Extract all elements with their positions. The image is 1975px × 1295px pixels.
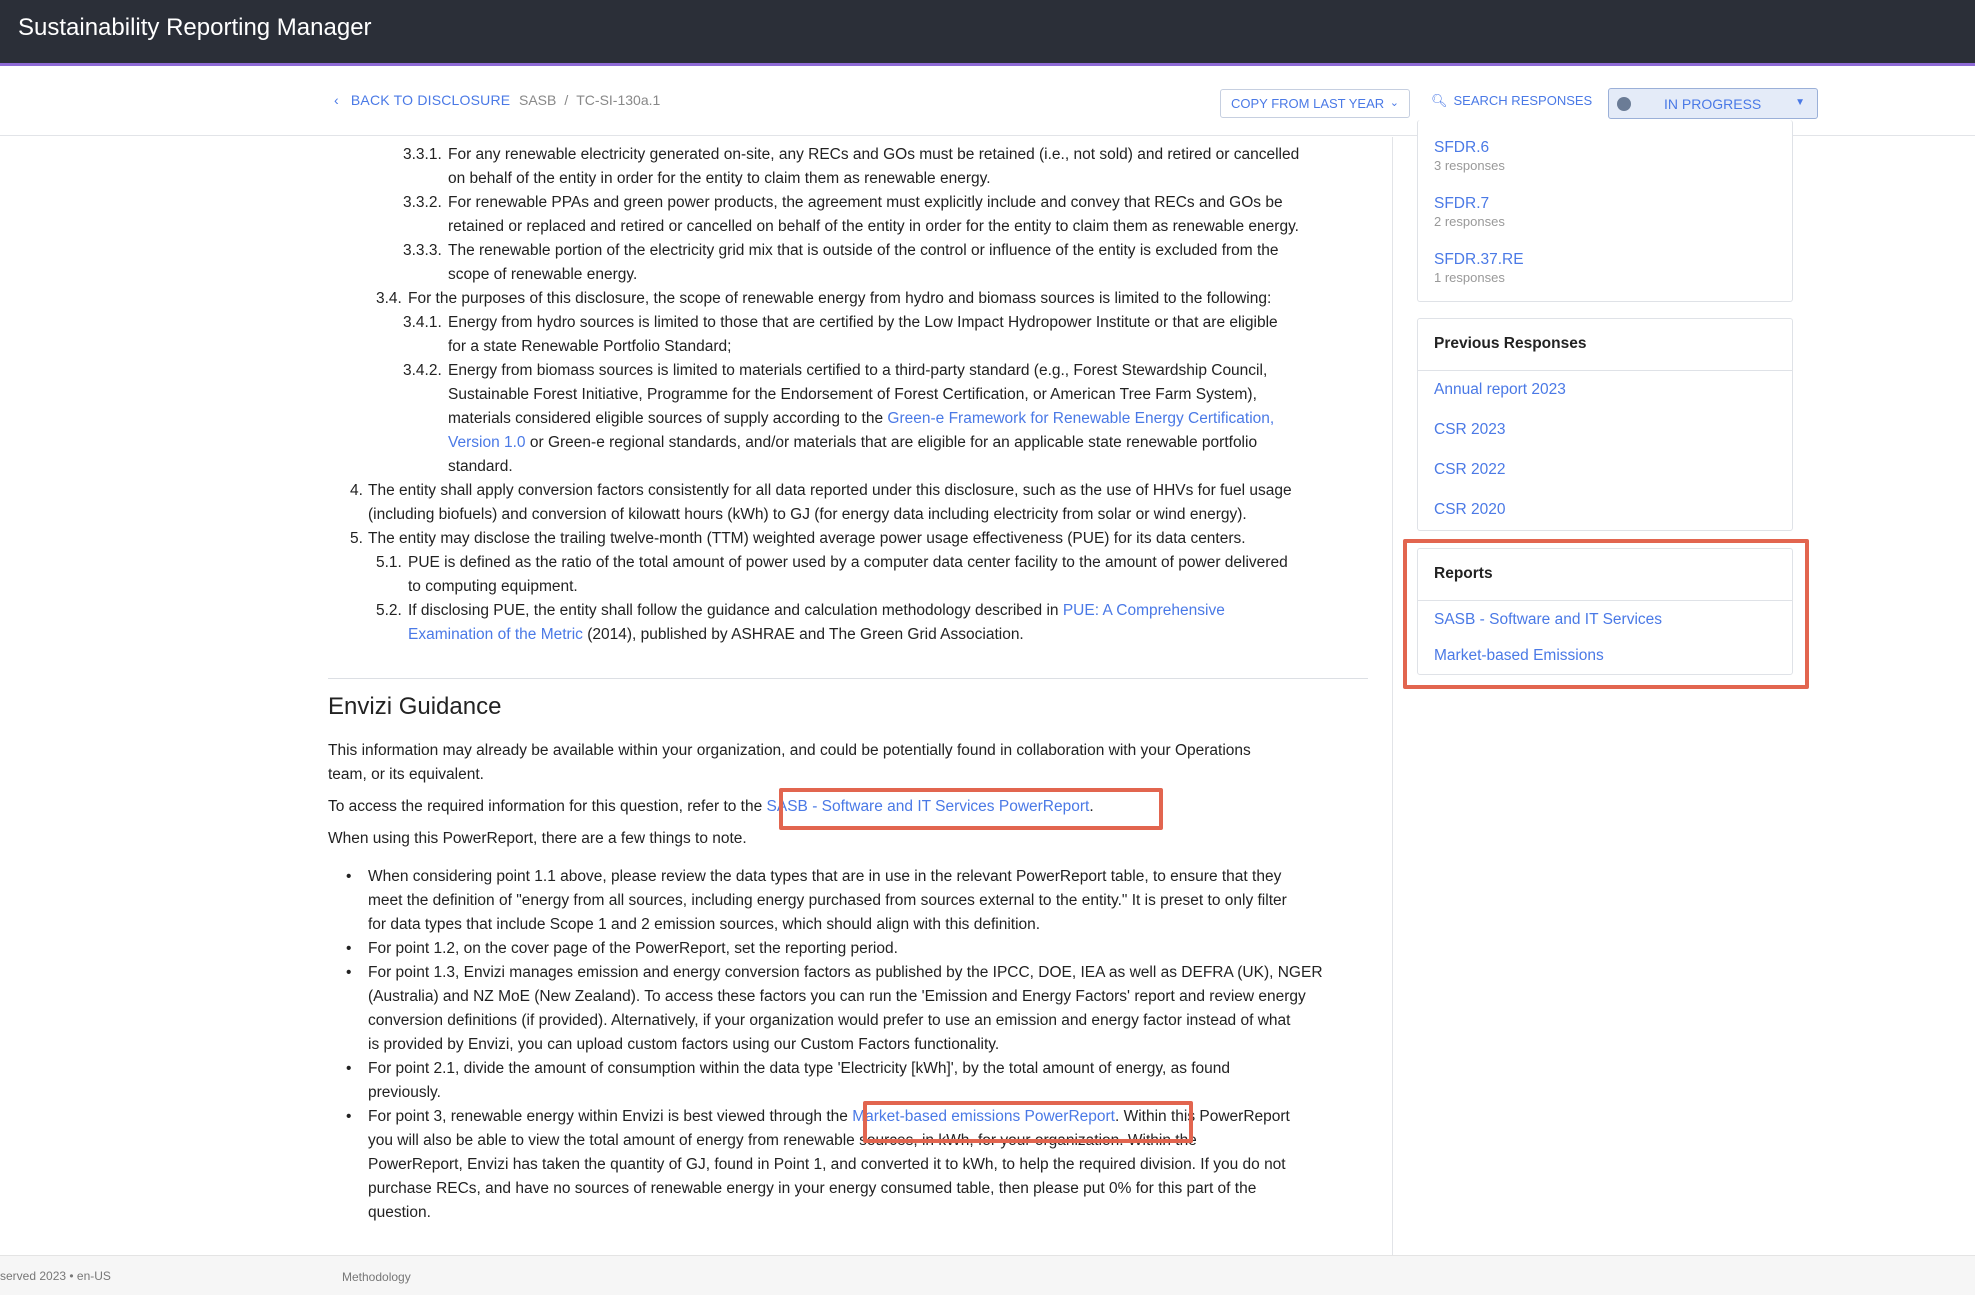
sfdr-panel <box>1417 120 1793 302</box>
section-divider <box>328 678 1368 679</box>
previous-response-link[interactable]: CSR 2020 <box>1434 501 1506 518</box>
previous-responses-title: Previous Responses <box>1418 319 1792 371</box>
previous-response-link[interactable]: CSR 2023 <box>1434 421 1506 438</box>
guidance-title: Envizi Guidance <box>328 693 502 720</box>
sasb-powerreport-link[interactable]: SASB - Software and IT Services PowerReport <box>766 798 1090 815</box>
previous-response-link[interactable]: Annual report 2023 <box>1434 381 1566 398</box>
market-based-emissions-powerreport-link[interactable]: Market-based emissions PowerReport <box>852 1108 1115 1125</box>
previous-responses-panel <box>1417 318 1793 531</box>
list-item[interactable]: SFDR.6 3 responses <box>1434 139 1505 173</box>
search-label: SEARCH RESPONSES <box>1453 93 1593 108</box>
caret-down-icon: ▼ <box>1795 97 1805 108</box>
footer-copyright: served 2023 • en-US <box>0 1269 111 1283</box>
back-to-disclosure-link[interactable] <box>334 92 510 108</box>
pue-examination-link[interactable]: PUE: A Comprehensive <box>1062 602 1225 619</box>
guidance-paragraph-note: When using this PowerReport, there are a few things to note. <box>328 830 747 847</box>
report-link[interactable]: SASB - Software and IT Services <box>1434 611 1663 628</box>
app-header <box>0 0 1975 66</box>
guidance-paragraph-access: To access the required information for this question, refer to the SASB - Software and IT Services PowerReport. <box>328 798 1094 815</box>
chevron-down-icon: ⌄ <box>1389 97 1399 109</box>
previous-response-link[interactable]: CSR 2022 <box>1434 461 1506 478</box>
report-link[interactable]: Market-based Emissions <box>1434 647 1604 664</box>
list-item[interactable]: SFDR.7 2 responses <box>1434 195 1505 229</box>
status-label: IN PROGRESS <box>1664 96 1762 112</box>
list-item[interactable]: SFDR.37.RE 1 responses <box>1434 251 1524 285</box>
green-e-framework-link-cont[interactable]: Version 1.0 <box>448 434 526 451</box>
app-title: Sustainability Reporting Manager <box>18 14 372 41</box>
copy-label: COPY FROM LAST YEAR <box>1231 96 1385 111</box>
status-dot-icon <box>1617 97 1631 111</box>
copy-from-last-year-button[interactable] <box>1220 89 1410 118</box>
reports-panel <box>1417 548 1793 675</box>
chevron-left-icon: ‹ <box>334 92 339 108</box>
back-label: BACK TO DISCLOSURE <box>350 92 511 108</box>
breadcrumb-item[interactable]: SASB <box>519 92 557 108</box>
status-select[interactable] <box>1608 88 1818 119</box>
pue-examination-link-cont[interactable]: Examination of the Metric <box>408 626 583 643</box>
methodology-link[interactable]: Methodology <box>342 1270 411 1284</box>
disclosure-content: 3.3.1. For any renewable electricity generated on-site, any RECs and GOs must be retained (i.e., not sold) and retired or cancelled on behalf of the entity in order for the entity to claim them as renewable energy. 3.3.2. For renewable PPAs and green power products, the agreement must explicitly include and convey that RECs and GOs be retained or replaced and retired or cancelled on behalf of the entity in order for the entity to claim them as renewable energy. 3.3.3. The renewable portion of the electricity grid mix that is outside of the control or influence of the entity is excluded from the scope of renewable energy. 3.4. For the purposes of this disclosure, the scope of renewable energy from hydro and biomass sources is limited to the following: 3.4.1. Energy from hydro sources is limited to those that are certified by the Low Impact Hydropower Institute or that are eligible for a state Renewable Portfolio Standard; 3.4.2. Energy from biomass sources is limited to materials certified to a third-party standard (e.g., Forest Stewardship Council, Sustainable Forest Initiative, Programme for the Endorsement of Forest Certification, or American Tree Farm System), materials considered eligible sources of supply according to the Green-e Framework for Renewable Energy Certification, Version 1.0 or Green-e regional standards, and/or materials that are eligible for an applicable state renewable portfolio standard. 4. The entity shall apply conversion factors consistently for all data reported under this disclosure, such as the use of HHVs for fuel usage (including biofuels) and conversion of kilowatt hours (kWh) to GJ (for energy data including electricity from solar or wind energy). 5. The entity may disclose the trailing twelve-month (TTM) weighted average power usage effectiveness (PUE) for its data centers. 5.1. PUE is defined as the ratio of the total amount of power used by a computer data center facility to the amount of power delivered to computing equipment. 5.2. If disclosing PUE, the entity shall follow the guidance and calculation methodology described in PUE: A Comprehensive Examination of the Metric (2014), published by ASHRAE and The Green Grid Association. Envizi Guidance This information may already be available within your organization, and could be potentially found in collaboration with your Operations team, or its equivalent. To access the required information for this question, refer to the SASB - Software and IT Services PowerReport. When using this PowerReport, there are a few things to note. • When considering point 1.1 above, please review the data types that are in use in the relevant PowerReport table, to ensure that they meet the definition of "energy from all sources, including energy purchased from sources external to the entity." It is preset to only filter for data types that include Scope 1 and 2 emission sources, which should align with this definition. • For point 1.2, on the cover page of the PowerReport, set the reporting period. • For point 1.3, Envizi manages emission and energy conversion factors as published by the IPCC, DOE, IEA as well as DEFRA (UK), NGER (Australia) and NZ MoE (New Zealand). To access these factors you can run the 'Emission and Energy Factors' report and review energy conversion definitions (if provided). Alternatively, if your organization would prefer to use an emission and energy factor instead of what is provided by Envizi, you can upload custom factors using our Custom Factors functionality. • For point 2.1, divide the amount of consumption within the data type 'Electricity [kWh]', by the total amount of energy, as found previously. • For point 3, renewable energy within Envizi is best viewed through the Market-based emissions PowerReport. Within this PowerReport you will also be able to view the total amount of energy from renewable sources, in kWh, for your organization. Within the PowerReport, Envizi has taken the quantity of GJ, found in Point 1, and converted it to kWh, to help the required division. If you do not purchase RECs, and have no sources of renewable energy in your energy consumed table, then please put 0% for this part of the question. <box>328 137 1368 1255</box>
sidebar-divider <box>1392 137 1393 1255</box>
guidance-paragraph: This information may already be available within your organization, and could be potentially found in collaboration with your Operations <box>328 742 1251 759</box>
green-e-framework-link[interactable]: Green-e Framework for Renewable Energy Certification, <box>887 410 1275 427</box>
search-icon: 🔍︎ <box>1431 93 1448 108</box>
reports-title: Reports <box>1418 549 1792 601</box>
search-responses-button[interactable] <box>1431 93 1592 109</box>
breadcrumb-separator: / <box>564 92 569 108</box>
breadcrumb-item: TC-SI-130a.1 <box>576 92 661 108</box>
footer <box>0 1255 1975 1295</box>
breadcrumb <box>519 92 660 108</box>
